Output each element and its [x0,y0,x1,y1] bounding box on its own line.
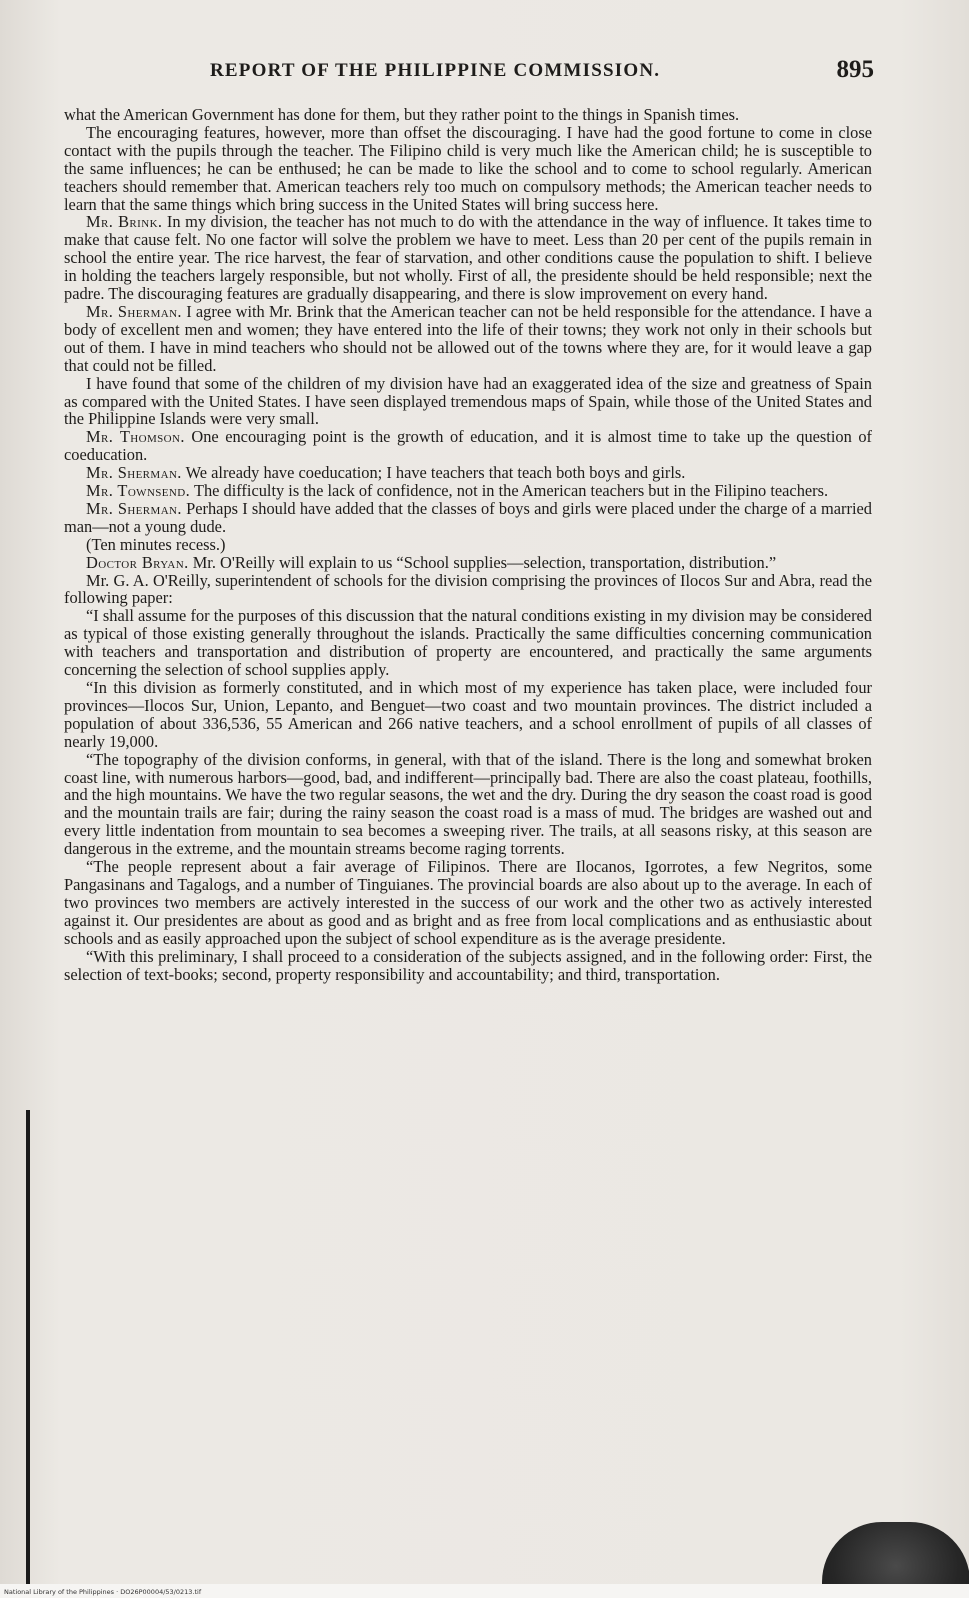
paragraph: Mr. Sherman. We already have coeducation; I have teachers that teach both boys and girls. [86,463,686,483]
paragraph: Mr. Sherman. Perhaps I should have added that the classes of boys and girls were placed under the charge of a married man—not a young dude. [64,498,872,536]
paragraph: Mr. Thomson. One encouraging point is the growth of education, and it is almost time to take up the question of coeducation. [64,427,872,465]
paragraph: Mr. Sherman. I agree with Mr. Brink that the American teacher can not be held responsible for the attendance. I have a body of excellent men and women; they have entered into the life of their towns; they work not only in their schools but out of them. I have in mind teachers who should not be allowed out of the towns where they are, for it would leave a gap that could not be filled. [64,301,872,375]
page-number: 895 [836,56,874,83]
paragraph: Doctor Bryan. Mr. O'Reilly will explain to us “School supplies—selection, transportation, distribution.” [86,552,777,572]
running-title: REPORT OF THE PHILIPPINE COMMISSION. [210,60,661,81]
body-text [64,106,872,983]
paragraph: The encouraging features, however, more than offset the discouraging. I have had the good fortune to come in close contact with the pupils through the teacher. The Filipino child is very much like the American child; he is susceptible to the same influences; he can be enthused; he can be made to like the school and to come to school regularly. American teachers should remember that. American teachers rely too much on compulsory methods; the American teacher needs to learn that the same things which bring success in the United States will bring success here. [64,122,872,214]
paragraph: “In this division as formerly constituted, and in which most of my experience has taken place, were included four provinces—Ilocos Sur, Union, Lepanto, and Benguet—two coast and two mountain provinces. The district included a population of about 336,536, 55 American and 266 native teachers, and a school enrollment of pupils of all classes of nearly 19,000. [64,678,872,751]
page-header [64,52,874,88]
speaker-name: Mr. Brink. [86,212,163,232]
paragraph: what the American Government has done for them, but they rather point to the things in Spanish times. [64,105,740,124]
paragraph: “The people represent about a fair average of Filipinos. There are Ilocanos, Igorrotes, a few Negritos, some Pangasinans and Tagalogs, and a number of Tinguianes. The provincial boards are also about up to the average. In each of two provinces two members are actively interested in the success of our work and the other two as actively interested against it. Our presidentes are about as good and as bright and as free from local complications and as enthusiastic about schools and as easily approached upon the subject of school expenditure as is the average presidente. [64,857,872,948]
speaker-name: Mr. Sherman. [86,498,182,518]
speaker-name: Mr. Townsend. [86,481,191,501]
speaker-name: Mr. Thomson. [86,427,185,447]
paragraph: (Ten minutes recess.) [86,534,226,554]
paragraph: Mr. Brink. In my division, the teacher has not much to do with the attendance in the way of influence. It takes time to make that cause felt. No one factor will solve the problem we have to meet. Less than 20 per cent of the pupils remain in school the entire year. The rice harvest, the fear of starvation, and other conditions cause the population to shift. I believe in holding the teachers largely responsible, but not wholly. First of all, the presidente should be held responsible; next the padre. The discouraging features are gradually disappearing, and there is slow improvement on every hand. [64,212,872,304]
paragraph: Mr. G. A. O'Reilly, superintendent of schools for the division comprising the provinces of Ilocos Sur and Abra, read the following paper: [64,570,872,608]
paragraph: “The topography of the division conforms, in general, with that of the island. There is the long and somewhat broken coast line, with numerous harbors—good, bad, and indifferent—principally bad. There are also the coast plateau, foothills, and the high mountains. We have the two regular seasons, the wet and the dry. During the dry season the coast road is good and the mountain trails are fair; during the rainy season the coast road is a mass of mud. The bridges are washed out and every little indentation from mountain to sea becomes a sweeping river. The trails, at all seasons risky, at this season are dangerous in the extreme, and the mountain streams become raging torrents. [64,749,872,859]
paragraph: I have found that some of the children of my division have had an exaggerated idea of the size and greatness of Spain as compared with the United States. I have seen displayed tremendous maps of Spain, while those of the United States and the Philippine Islands were very small. [64,373,872,429]
binding-edge [26,1110,30,1598]
scan-credit: National Library of the Philippines · DO26P00004/53/0213.tif [4,1588,202,1596]
speaker-name: Mr. Sherman. [86,301,182,321]
speaker-name: Mr. Sherman. [86,463,182,483]
speaker-name: Doctor Bryan. [86,552,189,572]
paragraph: “I shall assume for the purposes of this discussion that the natural conditions existing in my division may be considered as typical of those existing generally throughout the islands. Practically the same difficulties concerning communication with teachers and transportation and distribution of property are encountered, and practically the same arguments concerning the selection of school supplies apply. [64,606,872,680]
paragraph: Mr. Townsend. The difficulty is the lack of confidence, not in the American teachers but in the Filipino teachers. [86,481,829,501]
paragraph: “With this preliminary, I shall proceed to a consideration of the subjects assigned, and in the following order: First, the selection of text-books; second, property responsibility and accountability; and third, transportation. [64,946,872,984]
